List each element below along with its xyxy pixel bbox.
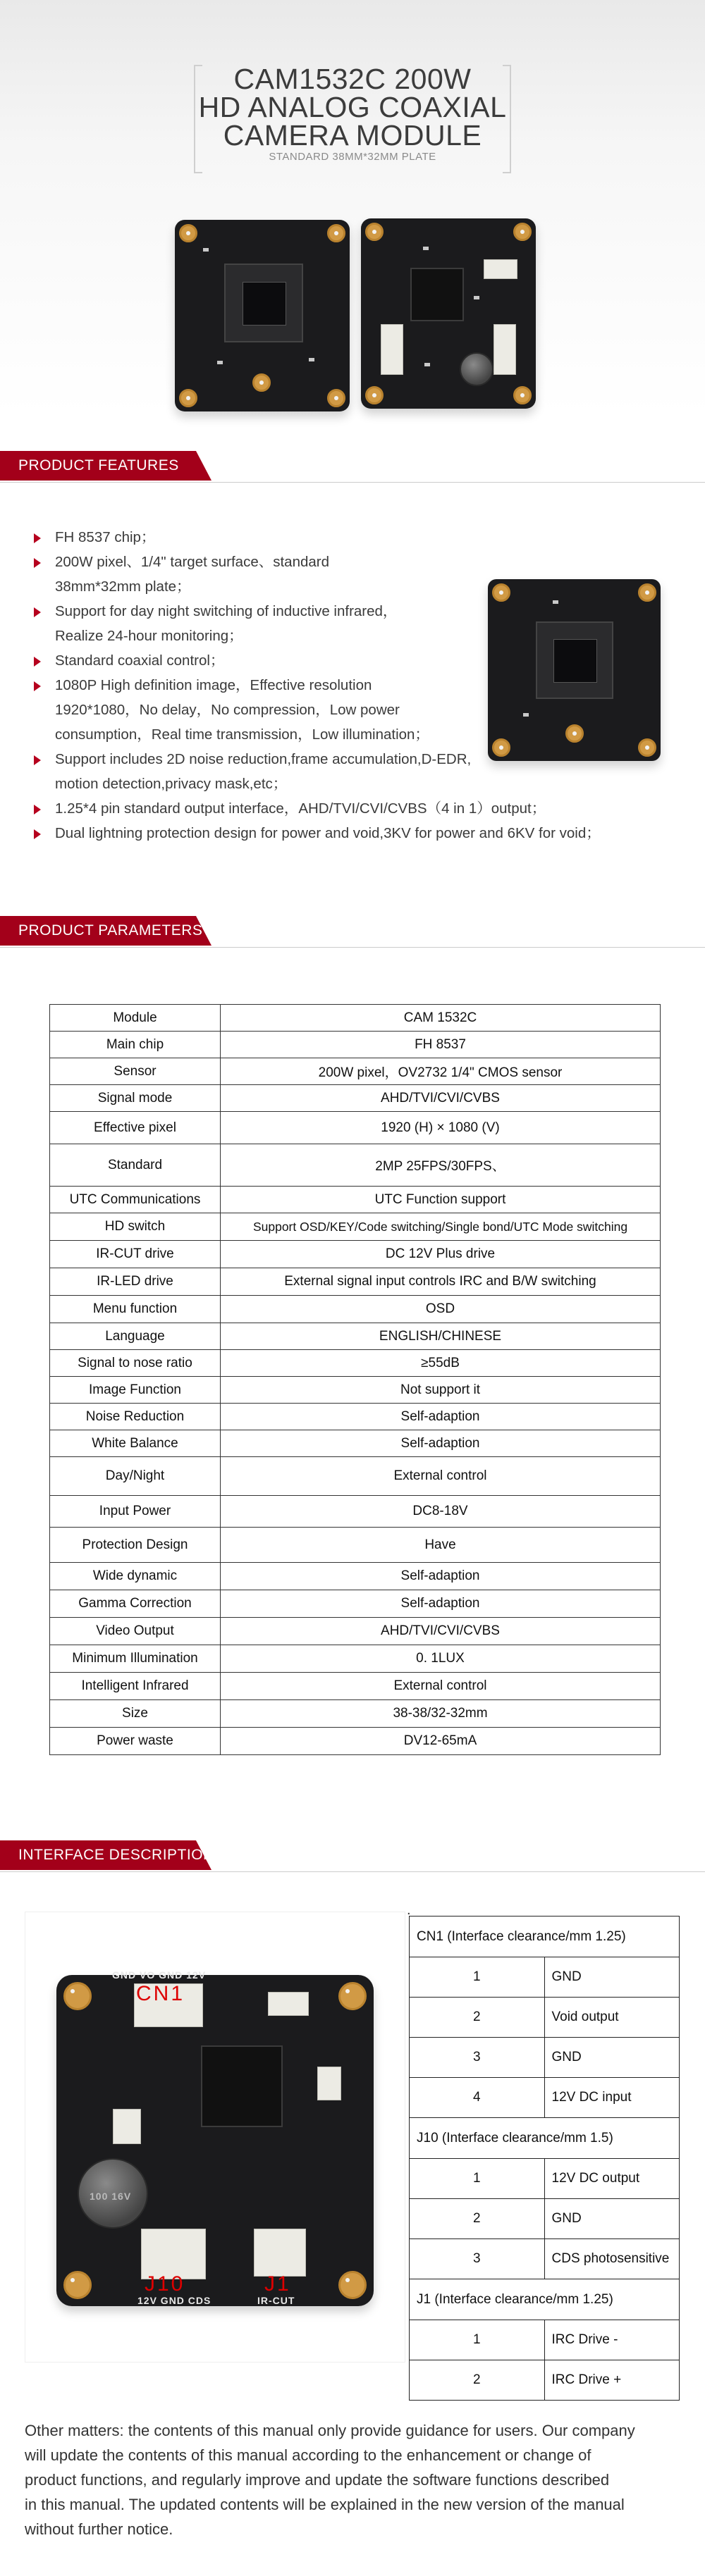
table-row: Signal to nose ratio ≥55dB xyxy=(50,1350,661,1377)
section-title-parameters: PRODUCT PARAMETERS xyxy=(18,922,203,939)
j1-label: J1 xyxy=(264,2272,291,2296)
section-tag-interface xyxy=(0,1840,212,1870)
feature-item: Standard coaxial control； xyxy=(34,648,689,673)
bullet-arrow-icon xyxy=(34,657,41,667)
feature-board-image xyxy=(488,579,661,761)
section-title-interface: INTERFACE DESCRIPTION xyxy=(18,1847,214,1863)
other-matters-note: Other matters: the contents of this manual only provide guidance for users. Our company will update the contents of this manual according to the enhancement or change of product functions, and regularly improve and update the software functions described in this manual. The updated contents will be explained in the new version of the manual without further notice. xyxy=(25,2422,635,2538)
table-row: 2 GND xyxy=(410,2199,680,2239)
table-row: Wide dynamic Self-adaption xyxy=(50,1563,661,1590)
table-row: White Balance Self-adaption xyxy=(50,1430,661,1457)
table-row: 1 12V DC output xyxy=(410,2159,680,2199)
table-row: HD switch Support OSD/KEY/Code switching/Single bond/UTC Mode switching xyxy=(50,1213,661,1241)
j1-connector xyxy=(254,2229,306,2277)
bullet-arrow-icon xyxy=(34,829,41,839)
table-row: Day/Night External control xyxy=(50,1457,661,1496)
table-row: Minimum Illumination 0. 1LUX xyxy=(50,1645,661,1673)
feature-item: 1.25*4 pin standard output interface，AHD/TVI/CVI/CVBS（4 in 1）output； xyxy=(34,796,689,821)
table-row: Menu function OSD xyxy=(50,1296,661,1323)
interface-board-image xyxy=(25,1912,405,2363)
hero-title-line-2: HD ANALOG COAXIAL xyxy=(198,91,507,123)
table-row: Gamma Correction Self-adaption xyxy=(50,1590,661,1618)
hero-title-line-3: CAMERA MODULE xyxy=(223,119,482,151)
cn1-silk-label: GND VO GND 12V xyxy=(112,1969,207,1981)
table-row: Effective pixel 1920 (H) × 1080 (V) xyxy=(50,1112,661,1144)
section-tag-features xyxy=(0,451,212,481)
table-row: J10 (Interface clearance/mm 1.5) xyxy=(410,2118,680,2159)
table-row: Module CAM 1532C xyxy=(50,1005,661,1032)
feature-item: 200W pixel、1/4" target surface、standard 38mm*32mm plate； xyxy=(34,550,689,599)
table-row: Main chip FH 8537 xyxy=(50,1032,661,1058)
hero-subtitle: STANDARD 38MM*32MM PLATE xyxy=(269,151,436,163)
table-row: 2 Void output xyxy=(410,1998,680,2038)
parameters-table xyxy=(49,1004,661,1755)
table-row: Input Power DC8-18V xyxy=(50,1496,661,1528)
hero-banner xyxy=(0,0,705,416)
table-row: 3 GND xyxy=(410,2038,680,2078)
feature-item: FH 8537 chip； xyxy=(34,525,689,550)
table-row: IR-LED drive External signal input controls IRC and B/W switching xyxy=(50,1268,661,1296)
section-tag-parameters xyxy=(0,916,212,946)
capacitor-label: 100 16V xyxy=(90,2191,132,2202)
hero-title xyxy=(194,65,511,149)
table-row: 1 GND xyxy=(410,1957,680,1998)
table-row: Signal mode AHD/TVI/CVI/CVBS xyxy=(50,1085,661,1112)
table-row: Noise Reduction Self-adaption xyxy=(50,1404,661,1430)
table-row: 2 IRC Drive + xyxy=(410,2360,680,2401)
feature-item: Dual lightning protection design for power and void,3KV for power and 6KV for void； xyxy=(34,821,689,846)
table-row: 1 IRC Drive - xyxy=(410,2320,680,2360)
bullet-arrow-icon xyxy=(34,607,41,617)
table-row: Standard 2MP 25FPS/30FPS、 xyxy=(50,1144,661,1187)
j10-silk-label: 12V GND CDS xyxy=(137,2295,212,2306)
bullet-arrow-icon xyxy=(34,681,41,691)
board-front-image xyxy=(175,220,350,411)
j10-label: J10 xyxy=(145,2272,185,2296)
table-row: IR-CUT drive DC 12V Plus drive xyxy=(50,1241,661,1268)
table-row: Video Output AHD/TVI/CVI/CVBS xyxy=(50,1618,661,1645)
board-back-image xyxy=(361,218,536,409)
bullet-arrow-icon xyxy=(34,533,41,543)
cn1-label: CN1 xyxy=(136,1982,185,2005)
table-row: Protection Design Have xyxy=(50,1528,661,1563)
bullet-arrow-icon xyxy=(34,558,41,568)
table-row: J1 (Interface clearance/mm 1.25) xyxy=(410,2279,680,2320)
feature-item: 1080P High definition image，Effective resolution 1920*1080，No delay，No compression，Low power consumption，Real time transmission，Low illumination； xyxy=(34,673,689,747)
table-row: Language ENGLISH/CHINESE xyxy=(50,1323,661,1350)
table-row: Size 38-38/32-32mm xyxy=(50,1700,661,1728)
table-row: 3 CDS photosensitive xyxy=(410,2239,680,2279)
table-row: Sensor 200W pixel，OV2732 1/4" CMOS sensor xyxy=(50,1058,661,1085)
table-row: CN1 (Interface clearance/mm 1.25) xyxy=(410,1916,680,1957)
table-row: UTC Communications UTC Function support xyxy=(50,1187,661,1213)
j1-silk-label: IR-CUT xyxy=(257,2295,295,2306)
interface-pin-table xyxy=(409,1916,680,2401)
table-row: Image Function Not support it xyxy=(50,1377,661,1404)
table-row: Intelligent Infrared External control xyxy=(50,1673,661,1700)
feature-item: Support includes 2D noise reduction,frame accumulation,D-EDR, motion detection,privacy mask,etc； xyxy=(34,747,689,796)
bullet-arrow-icon xyxy=(34,805,41,815)
feature-item: Support for day night switching of inductive infrared， Realize 24-hour monitoring； xyxy=(34,599,689,648)
table-row: Power waste DV12-65mA xyxy=(50,1728,661,1755)
interface-board xyxy=(56,1975,374,2306)
bullet-arrow-icon xyxy=(34,755,41,765)
hero-title-line-1: CAM1532C 200W xyxy=(233,63,472,95)
table-row: 4 12V DC input xyxy=(410,2078,680,2118)
stray-dot: . xyxy=(407,1902,411,1918)
section-title-features: PRODUCT FEATURES xyxy=(18,457,179,473)
